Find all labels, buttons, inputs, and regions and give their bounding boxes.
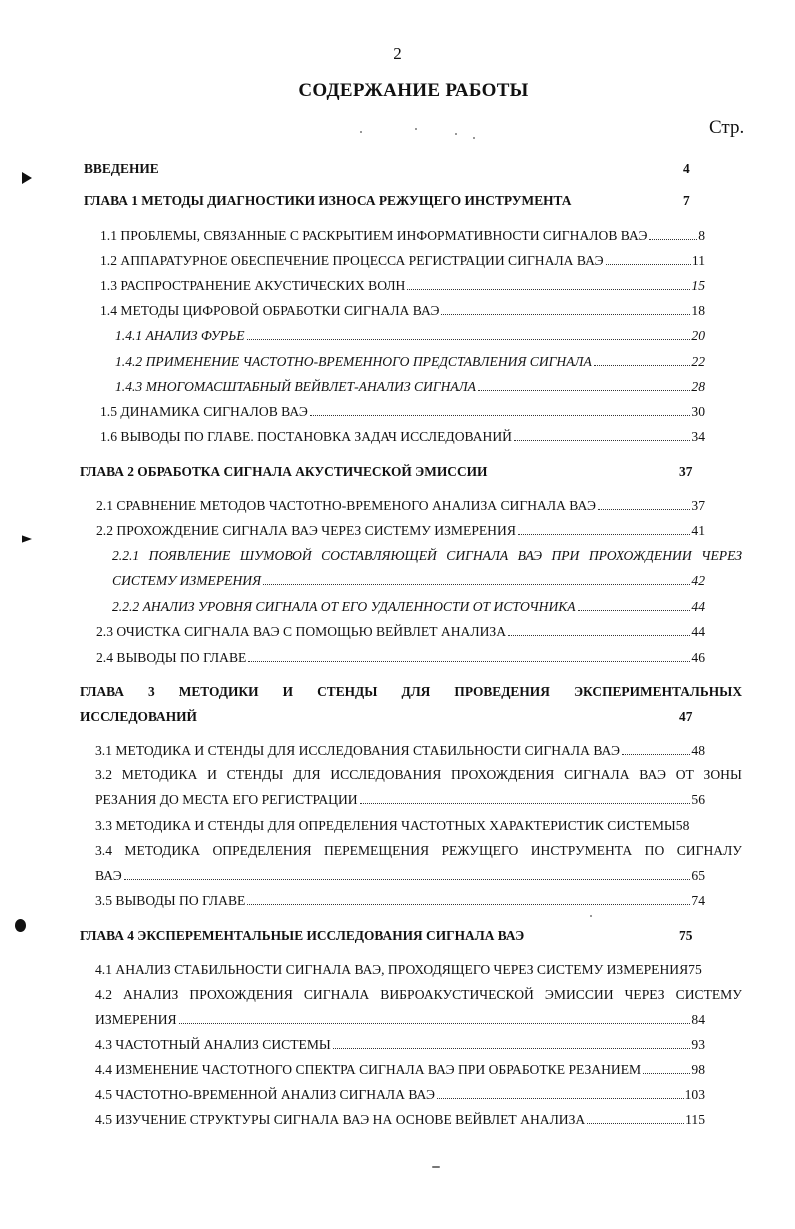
toc-word: ОПРЕДЕЛЕНИЯ xyxy=(212,843,312,858)
toc-chapter-title: ГЛАВА 2 ОБРАБОТКА СИГНАЛА АКУСТИЧЕСКОЙ ЭМИССИИ xyxy=(80,464,488,479)
toc-word: ВАЭ xyxy=(517,548,542,563)
toc-entry xyxy=(96,498,705,514)
toc-word: ГЛАВА xyxy=(80,684,124,699)
toc-word: ВИБРОАКУСТИЧЕСКОЙ xyxy=(380,987,534,1002)
toc-chapter-title: ГЛАВА 1 МЕТОДЫ ДИАГНОСТИКИ ИЗНОСА РЕЖУЩЕГО ИНСТРУМЕНТА xyxy=(84,193,572,208)
toc-entry xyxy=(96,650,705,666)
toc-word: СТЕНДЫ xyxy=(226,767,284,782)
toc-word: АНАЛИЗ xyxy=(123,987,179,1002)
dot-leader xyxy=(333,1048,691,1049)
toc-entry-label: 1.4.3 МНОГОМАСШТАБНЫЙ ВЕЙВЛЕТ-АНАЛИЗ СИГНАЛА xyxy=(115,379,476,394)
dot-leader xyxy=(643,1073,690,1074)
toc-entry xyxy=(95,792,705,808)
toc-entry-page: 103 xyxy=(684,1087,705,1102)
scan-speck xyxy=(415,128,417,130)
toc-entry xyxy=(95,868,705,884)
toc-entry-page: 15 xyxy=(691,278,705,293)
toc-entry-label: 2.2 ПРОХОЖДЕНИЕ СИГНАЛА ВАЭ ЧЕРЕЗ СИСТЕМУ ИЗМЕРЕНИЯ xyxy=(96,523,516,538)
toc-entry-label: 3.3 МЕТОДИКА И СТЕНДЫ ДЛЯ ОПРЕДЕЛЕНИЯ ЧАСТОТНЫХ ХАРАКТЕРИСТИК СИСТЕМЫ58 xyxy=(95,818,690,833)
page-title: СОДЕРЖАНИЕ РАБОТЫ xyxy=(298,80,529,101)
toc-subentry xyxy=(115,379,705,395)
toc-subentry xyxy=(112,573,705,589)
toc-entry-label: 1.1 ПРОБЛЕМЫ, СВЯЗАННЫЕ С РАСКРЫТИЕМ ИНФОРМАТИВНОСТИ СИГНАЛОВ ВАЭ xyxy=(100,228,648,243)
toc-word: ПЕРЕМЕЩЕНИЯ xyxy=(323,843,430,858)
toc-word: ИССЛЕДОВАНИЯ xyxy=(330,767,442,782)
toc-chapter-page: 37 xyxy=(679,464,693,479)
toc-entry-label: 4.3 ЧАСТОТНЫЙ АНАЛИЗ СИСТЕМЫ xyxy=(95,1037,331,1052)
toc-entry-label: 1.5 ДИНАМИКА СИГНАЛОВ ВАЭ xyxy=(100,404,308,419)
scan-speck xyxy=(590,915,592,917)
toc-entry xyxy=(100,278,705,294)
toc-word: ПОЯВЛЕНИЕ xyxy=(148,548,231,563)
toc-entry xyxy=(95,1087,705,1103)
toc-word: ЭКСПЕРИМЕНТАЛЬНЫХ xyxy=(573,684,742,699)
toc-word: ДЛЯ xyxy=(401,684,431,699)
dot-leader xyxy=(124,879,691,880)
dot-leader xyxy=(310,415,691,416)
toc-entry-page: 98 xyxy=(691,1062,705,1077)
toc-entry-page: 46 xyxy=(691,650,705,665)
toc-entry xyxy=(96,624,705,640)
toc-entry xyxy=(95,893,705,909)
toc-entry-label: 3.5 ВЫВОДЫ ПО ГЛАВЕ xyxy=(95,893,246,908)
toc-entry-page: 30 xyxy=(691,404,705,419)
toc-chapter-page: 75 xyxy=(679,928,693,943)
toc-entry-page: 11 xyxy=(691,253,705,268)
toc-word: ЧЕРЕЗ xyxy=(624,987,665,1002)
toc-word: ПРИ xyxy=(551,548,580,563)
toc-word: СИГНАЛА xyxy=(446,548,509,563)
scan-speck xyxy=(455,133,457,135)
toc-entry xyxy=(95,818,705,834)
toc-word: ЧЕРЕЗ xyxy=(701,548,742,563)
page-column-header: Стр. xyxy=(709,117,745,138)
dot-leader xyxy=(587,1123,684,1124)
toc-chapter-page: 47 xyxy=(679,709,693,724)
toc-word: СИГНАЛУ xyxy=(676,843,742,858)
dot-leader xyxy=(247,904,690,905)
binding-hole-mark xyxy=(22,172,32,184)
dot-leader xyxy=(247,339,691,340)
dot-leader xyxy=(263,584,690,585)
toc-entry-label: 1.4 МЕТОДЫ ЦИФРОВОЙ ОБРАБОТКИ СИГНАЛА ВАЭ xyxy=(100,303,440,318)
toc-word: ИНСТРУМЕНТА xyxy=(530,843,633,858)
toc-entry-label: 4.1 АНАЛИЗ СТАБИЛЬНОСТИ СИГНАЛА ВАЭ, ПРОХОДЯЩЕГО ЧЕРЕЗ СИСТЕМУ ИЗМЕРЕНИЯ75 xyxy=(95,962,702,977)
scan-speck xyxy=(473,137,475,139)
dot-leader xyxy=(578,610,691,611)
toc-entry-label: 4.5 ИЗУЧЕНИЕ СТРУКТУРЫ СИГНАЛА ВАЭ НА ОСНОВЕ ВЕЙВЛЕТ АНАЛИЗА xyxy=(95,1112,586,1127)
toc-word: ШУМОВОЙ xyxy=(239,548,312,563)
toc-entry-page: 44 xyxy=(691,599,705,614)
dot-leader xyxy=(360,803,691,804)
toc-word: СОСТАВЛЯЮЩЕЙ xyxy=(321,548,437,563)
toc-word: ПО xyxy=(644,843,665,858)
toc-entry-page: 84 xyxy=(691,1012,705,1027)
toc-chapter-page: 7 xyxy=(683,193,690,208)
scan-speck xyxy=(432,1166,440,1168)
toc-word: МЕТОДИКА xyxy=(124,843,201,858)
toc-word: МЕТОДИКА xyxy=(121,767,198,782)
toc-entry-page: 20 xyxy=(691,328,705,343)
toc-entry-label: СИСТЕМУ ИЗМЕРЕНИЯ xyxy=(112,573,262,588)
dot-leader xyxy=(514,440,690,441)
toc-subentry xyxy=(115,354,705,370)
toc-entry xyxy=(95,962,715,978)
toc-entry xyxy=(95,1112,705,1128)
toc-word: 4.2 xyxy=(95,987,112,1002)
dot-leader xyxy=(478,390,690,391)
dot-leader xyxy=(248,661,690,662)
toc-entry-page: 93 xyxy=(691,1037,705,1052)
toc-word: И xyxy=(207,767,217,782)
dot-leader xyxy=(441,314,690,315)
toc-entry-page: 28 xyxy=(691,379,705,394)
toc-entry-page: 56 xyxy=(691,792,705,807)
toc-word: 3 xyxy=(147,684,155,699)
dot-leader xyxy=(437,1098,684,1099)
toc-word: 3.2 xyxy=(95,767,112,782)
toc-entry-page: 48 xyxy=(691,743,705,758)
toc-entry-label: 1.3 РАСПРОСТРАНЕНИЕ АКУСТИЧЕСКИХ ВОЛН xyxy=(100,278,406,293)
dot-leader xyxy=(508,635,690,636)
binding-hole-mark xyxy=(15,919,26,932)
toc-word: СТЕНДЫ xyxy=(317,684,378,699)
toc-word: СИГНАЛА xyxy=(564,767,630,782)
toc-entry-label: 2.3 ОЧИСТКА СИГНАЛА ВАЭ С ПОМОЩЬЮ ВЕЙВЛЕТ АНАЛИЗА xyxy=(96,624,507,639)
toc-chapter-title-line1 xyxy=(80,684,742,700)
toc-subentry xyxy=(112,599,705,615)
toc-entry-page: 37 xyxy=(691,498,705,513)
toc-entry-label: ИЗМЕРЕНИЯ xyxy=(95,1012,177,1027)
toc-entry-label: 2.2.2 АНАЛИЗ УРОВНЯ СИГНАЛА ОТ ЕГО УДАЛЕННОСТИ ОТ ИСТОЧНИКА xyxy=(112,599,576,614)
toc-entry xyxy=(95,1037,705,1053)
toc-entry-page: 74 xyxy=(691,893,705,908)
toc-entry-label: 1.2 АППАРАТУРНОЕ ОБЕСПЕЧЕНИЕ ПРОЦЕССА РЕГИСТРАЦИИ СИГНАЛА ВАЭ xyxy=(100,253,604,268)
dot-leader xyxy=(649,239,697,240)
toc-intro-page: 4 xyxy=(683,161,690,176)
toc-entry-label: 4.5 ЧАСТОТНО-ВРЕМЕННОЙ АНАЛИЗ СИГНАЛА ВАЭ xyxy=(95,1087,435,1102)
toc-entry-label: 4.4 ИЗМЕНЕНИЕ ЧАСТОТНОГО СПЕКТРА СИГНАЛА ВАЭ ПРИ ОБРАБОТКЕ РЕЗАНИЕМ xyxy=(95,1062,642,1077)
toc-word: СИГНАЛА xyxy=(303,987,370,1002)
toc-word: ПРОХОЖДЕНИИ xyxy=(588,548,692,563)
toc-word: ПРОХОЖДЕНИЯ xyxy=(189,987,293,1002)
toc-word: РЕЖУЩЕГО xyxy=(441,843,519,858)
toc-word: ОТ xyxy=(675,767,694,782)
toc-word: 3.4 xyxy=(95,843,112,858)
toc-entry-page: 115 xyxy=(685,1112,705,1127)
binding-hole-mark xyxy=(22,533,32,545)
toc-entry-line1 xyxy=(95,987,742,1003)
dot-leader xyxy=(622,754,690,755)
toc-entry-label: РЕЗАНИЯ ДО МЕСТА ЕГО РЕГИСТРАЦИИ xyxy=(95,792,358,807)
dot-leader xyxy=(594,365,691,366)
toc-subentry-line1 xyxy=(112,548,742,564)
toc-entry-label: ВАЭ xyxy=(95,868,122,883)
toc-entry xyxy=(100,404,705,420)
toc-chapter-title: ГЛАВА 4 ЭКСПЕРЕМЕНТАЛЬНЫЕ ИССЛЕДОВАНИЯ СИГНАЛА ВАЭ xyxy=(80,928,525,943)
toc-word: СИСТЕМУ xyxy=(675,987,742,1002)
toc-subentry xyxy=(115,328,705,344)
toc-entry-page: 44 xyxy=(691,624,705,639)
toc-entry-label: 3.1 МЕТОДИКА И СТЕНДЫ ДЛЯ ИССЛЕДОВАНИЯ СТАБИЛЬНОСТИ СИГНАЛА ВАЭ xyxy=(95,743,620,758)
toc-intro: ВВЕДЕНИЕ xyxy=(84,161,159,176)
toc-word: ПРОВЕДЕНИЯ xyxy=(454,684,550,699)
toc-chapter-title-line2: ИССЛЕДОВАНИЙ xyxy=(80,709,197,724)
scan-speck xyxy=(360,131,362,133)
toc-word: ЭМИССИИ xyxy=(544,987,614,1002)
toc-word: 2.2.1 xyxy=(112,548,140,563)
toc-entry xyxy=(96,523,705,539)
toc-word: ПРОХОЖДЕНИЯ xyxy=(451,767,555,782)
toc-entry-label: 2.4 ВЫВОДЫ ПО ГЛАВЕ xyxy=(96,650,247,665)
toc-entry xyxy=(100,228,705,244)
toc-word: И xyxy=(282,684,294,699)
dot-leader xyxy=(598,509,690,510)
dot-leader xyxy=(518,534,691,535)
toc-entry-page: 34 xyxy=(691,429,705,444)
toc-entry xyxy=(95,743,705,759)
toc-entry-page: 8 xyxy=(698,228,705,243)
toc-entry-page: 42 xyxy=(691,573,705,588)
toc-word: МЕТОДИКИ xyxy=(178,684,259,699)
toc-entry xyxy=(100,253,705,269)
toc-entry-page: 18 xyxy=(691,303,705,318)
dot-leader xyxy=(179,1023,691,1024)
toc-entry xyxy=(95,1062,705,1078)
toc-entry-label: 2.1 СРАВНЕНИЕ МЕТОДОВ ЧАСТОТНО-ВРЕМЕНОГО АНАЛИЗА СИГНАЛА ВАЭ xyxy=(96,498,596,513)
toc-entry-label: 1.4.2 ПРИМЕНЕНИЕ ЧАСТОТНО-ВРЕМЕННОГО ПРЕДСТАВЛЕНИЯ СИГНАЛА xyxy=(115,354,592,369)
toc-entry-label: 1.4.1 АНАЛИЗ ФУРЬЕ xyxy=(115,328,245,343)
toc-entry-label: 1.6 ВЫВОДЫ ПО ГЛАВЕ. ПОСТАНОВКА ЗАДАЧ ИССЛЕДОВАНИЙ xyxy=(100,429,512,444)
dot-leader xyxy=(407,289,690,290)
toc-entry-page: 65 xyxy=(691,868,705,883)
toc-entry-line1 xyxy=(95,767,742,783)
dot-leader xyxy=(606,264,691,265)
toc-entry xyxy=(100,303,705,319)
toc-entry xyxy=(100,429,705,445)
toc-entry-page: 22 xyxy=(691,354,705,369)
toc-entry-line1 xyxy=(95,843,742,859)
toc-word: ВАЭ xyxy=(639,767,666,782)
toc-word: ДЛЯ xyxy=(293,767,321,782)
toc-entry xyxy=(95,1012,705,1028)
page-number: 2 xyxy=(393,44,402,63)
toc-entry-page: 41 xyxy=(691,523,705,538)
toc-word: ЗОНЫ xyxy=(703,767,742,782)
